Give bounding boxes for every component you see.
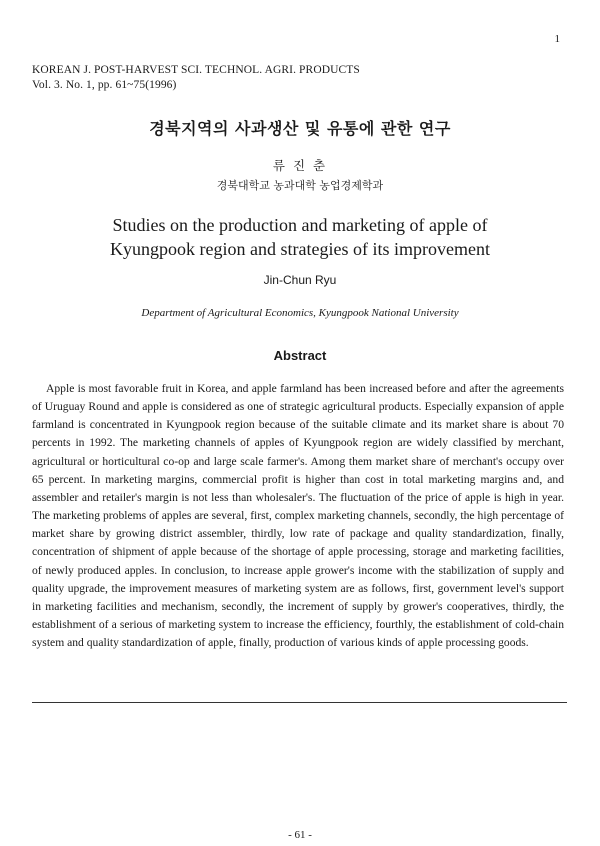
english-title — [0, 213, 600, 261]
journal-volume: Vol. 3. No. 1, pp. 61~75(1996) — [32, 79, 177, 91]
page-number: 1 — [554, 33, 560, 45]
english-affiliation: Department of Agricultural Economics, Kyungpook National University — [141, 307, 459, 319]
korean-affiliation: 경북대학교 농과대학 농업경제학과 — [216, 179, 384, 192]
english-title-line-2: Kyungpook region and strategies of its improvement — [110, 239, 490, 259]
divider-rule — [32, 702, 567, 703]
journal-header — [32, 63, 360, 93]
abstract-heading: Abstract — [273, 348, 327, 363]
english-author: Jin-Chun Ryu — [263, 273, 337, 287]
abstract-body: Apple is most favorable fruit in Korea, and apple farmland has been increased before and after the agreements of Uruguay Round and apple is considered as one of strategic agricultural products. Especially expansion of apple farmland is concentrated in Kyungpook region because of the suitable climate and its market share is about 70 percents in 1992. The marketing channels of apples of Kyungpook region are widely classified by merchant, agricultural or horticultural co-op and large scale farmer's. Among them market share of merchant's occupy over 65 percent. In marketing margins, commercial profit is higher than cost in total marketing margins and, and assembler and retailer's margin is not less than wholesaler's. The fluctuation of the price of apple is high in year. The marketing problems of apples are several, first, complex marketing channels, secondly, the high percentage of market share by growing district assembler, thirdly, low rate of package and quality standardization, finally, concentration of shipment of apple because of the shortage of apple processing, storage and marketing facilities, of newly produced apples. In conclusion, to increase apple grower's income with the stabilization of supply and quality upgrade, the improvement measures of marketing system are as follows, first, government level's support in marketing facilities and mechanism, secondly, the increment of supply by grower's cooperatives, thirdly, the establishment of a serious of marketing system to increase the efficiency, fourthly, the establishment of cold-chain system and quality standardization of apple, finally, production of various kinds of apple processing goods. — [32, 382, 564, 650]
korean-title: 경북지역의 사과생산 및 유통에 관한 연구 — [149, 119, 451, 138]
korean-author: 류 진 춘 — [272, 158, 328, 173]
english-title-line-1: Studies on the production and marketing of apple of — [112, 215, 488, 235]
footer-page-number: - 61 - — [288, 829, 312, 841]
journal-name: KOREAN J. POST-HARVEST SCI. TECHNOL. AGRI. PRODUCTS — [32, 64, 360, 76]
